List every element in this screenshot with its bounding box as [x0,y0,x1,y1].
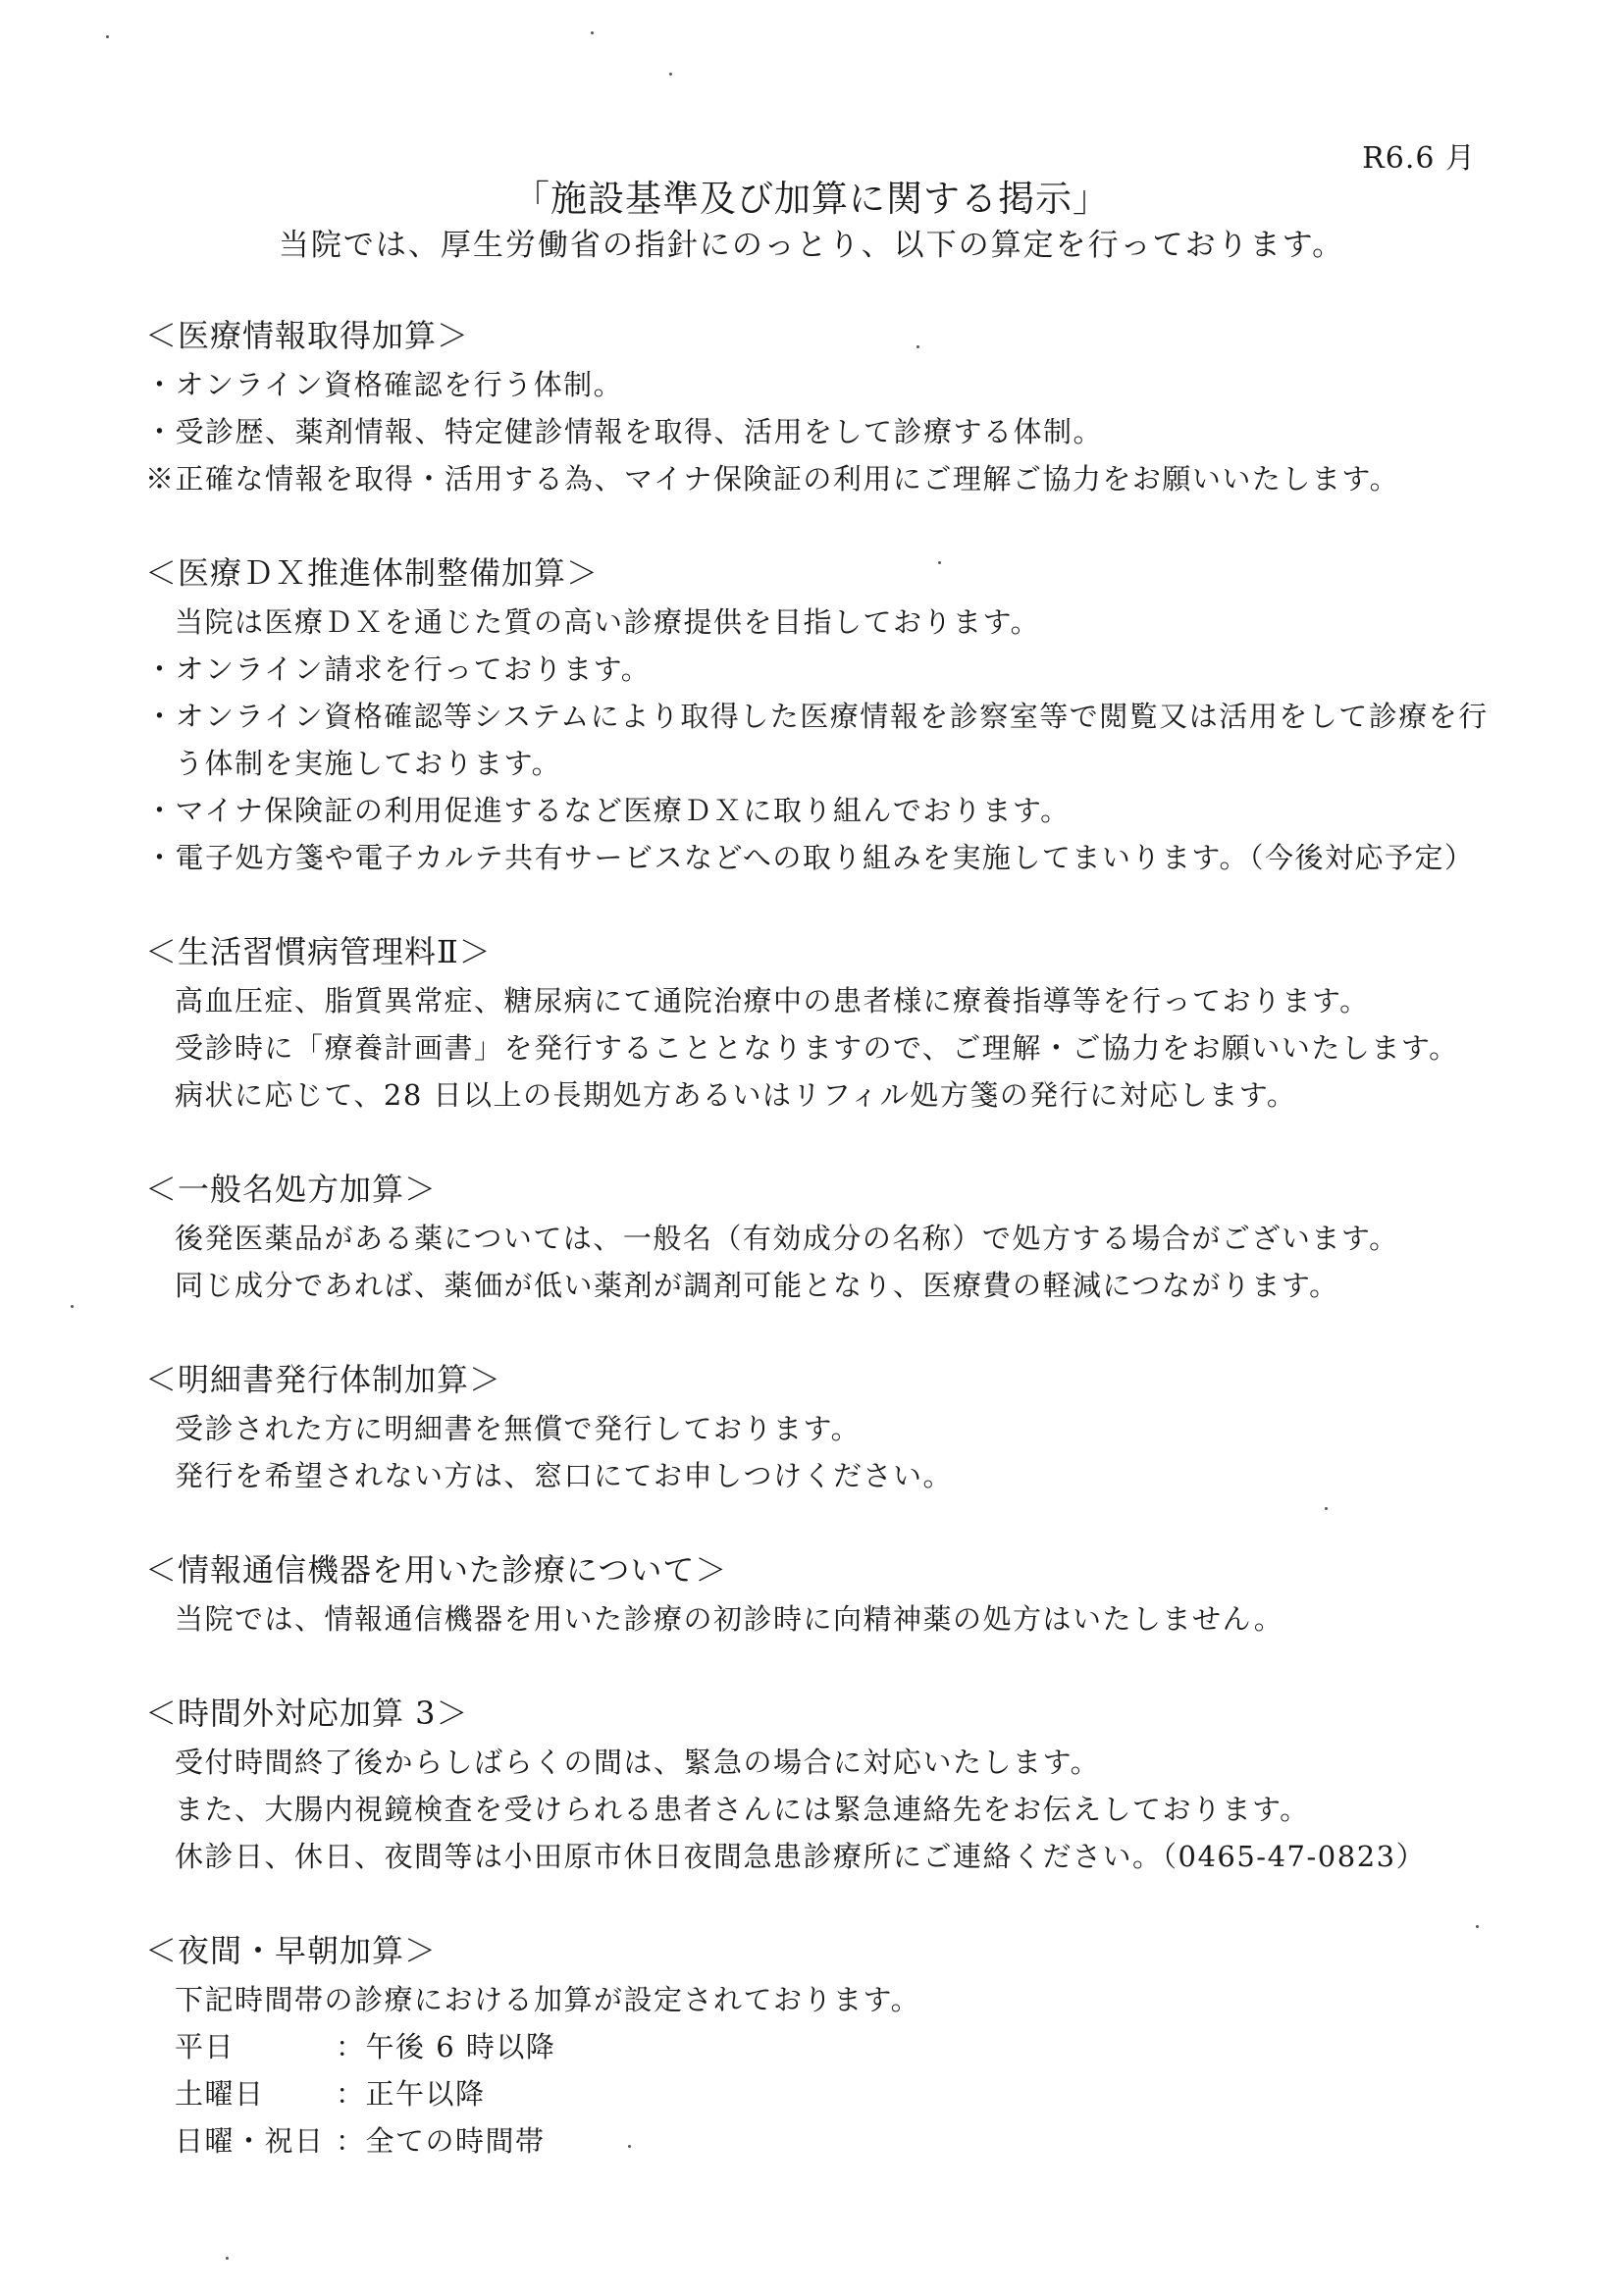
section-heading: ＜医療ＤＸ推進体制整備加算＞ [145,554,600,592]
section-heading: ＜医療情報取得加算＞ [145,317,470,354]
section-generic-prescription [145,1164,1499,1309]
notice-subtitle: 当院では、厚生労働省の指針にのっとり、以下の算定を行っております。 [278,228,1345,263]
scan-speck [938,561,941,564]
notice-title: 「施設基準及び加算に関する掲示」 [513,178,1110,220]
scan-speck [669,73,672,76]
hours-value: ：午後 6 時以降 [336,2030,556,2063]
section-line: ・電子処方箋や電子カルテ共有サービスなどへの取り組みを実施してまいります。（今後対応予定） [145,841,1475,874]
section-heading: ＜生活習慣病管理料Ⅱ＞ [145,933,492,970]
hours-value: ：正午以降 [336,2077,486,2111]
section-night-early-morning [145,1925,1499,2165]
section-line: ・受診歴、薬剤情報、特定健診情報を取得、活用をして診療する体制。 [145,415,1104,448]
hours-label: 土曜日 [175,2077,265,2111]
section-lifestyle-disease [145,926,1499,1119]
section-line: 高血圧症、脂質異常症、糖尿病にて通院治療中の患者様に療養指導等を行っております。 [175,984,1370,1018]
scan-speck [71,1305,74,1308]
section-heading: ＜時間外対応加算 3＞ [145,1695,469,1732]
section-after-hours [145,1688,1499,1880]
scan-speck [628,2145,631,2148]
section-heading: ＜明細書発行体制加算＞ [145,1361,502,1398]
scan-speck [226,2257,229,2260]
section-line: ※正確な情報を取得・活用する為、マイナ保険証の利用にご理解ご協力をお願いいたします。 [145,462,1400,496]
section-line: 後発医薬品がある薬については、一般名（有効成分の名称）で処方する場合がございます。 [175,1222,1399,1255]
scan-speck [1476,1925,1479,1928]
section-line: 休診日、休日、夜間等は小田原市休日夜間急患診療所にご連絡ください。（0465-47-0823） [175,1840,1427,1873]
hours-label: 平日 [175,2030,236,2063]
section-itemized-statement [145,1354,1499,1499]
hours-label: 日曜・祝日 [175,2124,325,2158]
hours-row-sunday-holiday [145,2117,1499,2165]
section-line: 当院では、情報通信機器を用いた診療の初診時に向精神薬の処方はいたしません。 [175,1602,1284,1636]
scan-speck [1325,1507,1328,1510]
hours-row-weekday [145,2023,1499,2070]
section-line: 病状に応じて、28 日以上の長期処方あるいはリフィル処方箋の発行に対応します。 [175,1078,1297,1112]
section-line: 受診された方に明細書を無償で発行しております。 [175,1412,862,1445]
section-medical-dx [145,548,1499,881]
scan-speck [591,31,594,34]
section-line: ・オンライン資格確認等システムにより取得した医療情報を診察室等で閲覧又は活用をして診療を行う体制を実施しております。 [145,700,1489,780]
section-line: 受診時に「療養計画書」を発行することとなりますので、ご理解・ご協力をお願いいたします。 [175,1031,1459,1065]
section-heading: ＜情報通信機器を用いた診療について＞ [145,1551,728,1589]
section-medical-info-acquisition [145,310,1499,502]
section-line: また、大腸内視鏡検査を受けられる患者さんには緊急連絡先をお伝えしております。 [175,1793,1310,1826]
hours-row-saturday [145,2070,1499,2117]
section-line: 下記時間帯の診療における加算が設定されております。 [175,1983,921,2016]
section-line: 受付時間終了後からしばらくの間は、緊急の場合に対応いたします。 [175,1746,1101,1779]
scan-speck [106,35,109,38]
section-line: 当院は医療ＤＸを通じた質の高い診療提供を目指しております。 [175,605,1041,639]
section-line: ・マイナ保険証の利用促進するなど医療ＤＸに取り組んでおります。 [145,794,1071,827]
section-line: 発行を希望されない方は、窓口にてお申しつけください。 [175,1459,954,1492]
scan-speck [916,345,919,348]
section-heading: ＜夜間・早朝加算＞ [145,1932,438,1969]
section-line: 同じ成分であれば、薬価が低い薬剤が調剤可能となり、医療費の軽減につながります。 [175,1269,1339,1302]
hours-value: ：全ての時間帯 [336,2124,546,2158]
notice-date: R6.6 月 [1362,141,1476,176]
section-line: ・オンライン資格確認を行う体制。 [145,368,624,401]
section-line: ・オンライン請求を行っております。 [145,652,652,686]
section-telemedicine [145,1544,1499,1643]
notice-body [145,310,1499,2210]
section-heading: ＜一般名処方加算＞ [145,1171,438,1208]
